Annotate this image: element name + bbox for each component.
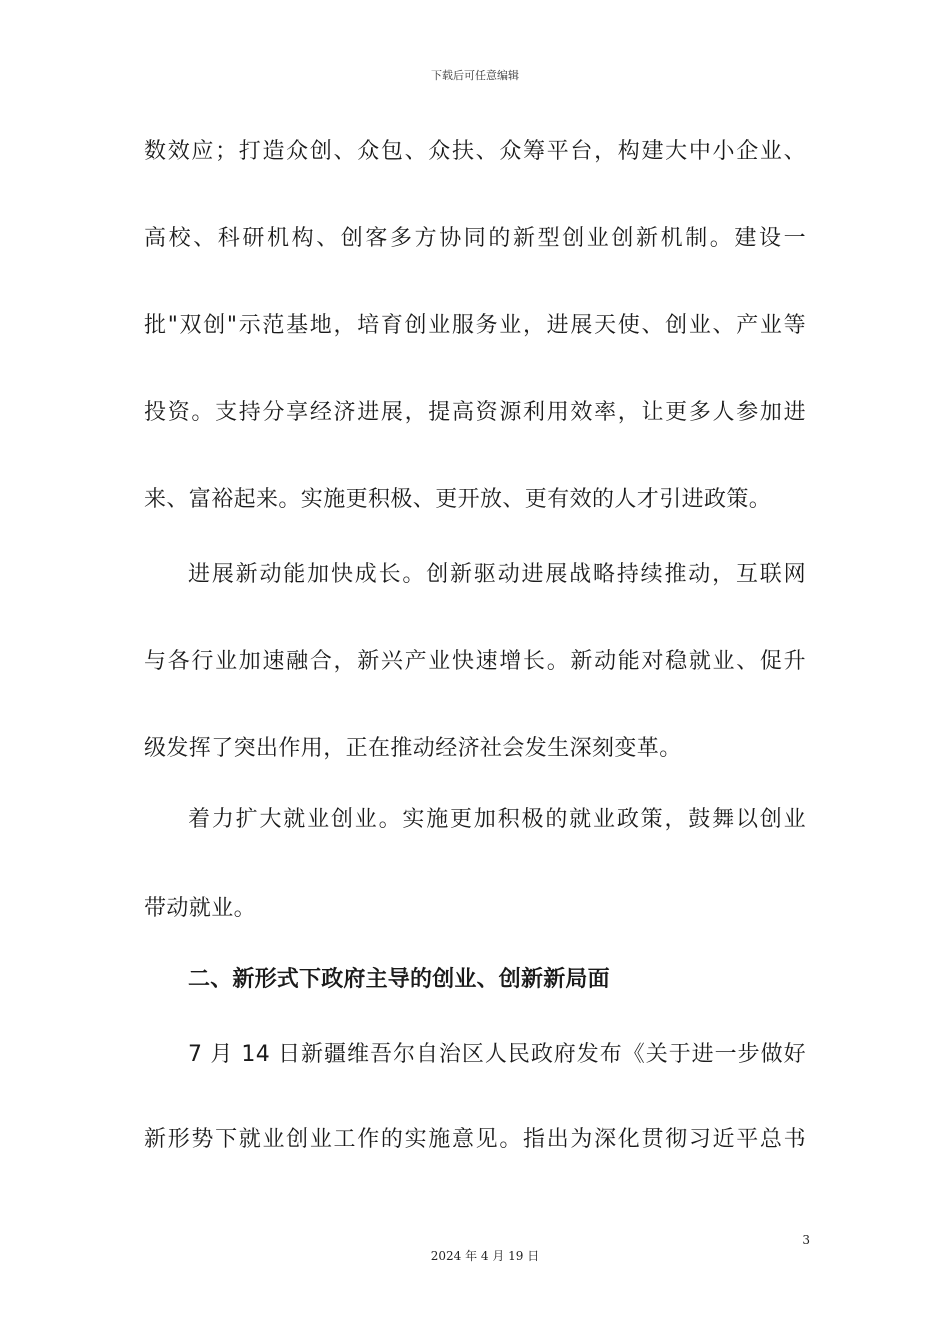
body-text-line: 带动就业。 [144,896,257,921]
body-text-line: 高校、科研机构、创客多方协同的新型创业创新机制。建设一 [144,226,806,251]
section-heading: 二、新形式下政府主导的创业、创新新局面 [188,967,610,992]
page-header-note: 下载后可任意编辑 [431,69,519,82]
page-number: 3 [802,1233,810,1247]
body-text-line: 来、富裕起来。实施更积极、更开放、更有效的人才引进政策。 [144,487,772,512]
body-text-line: 投资。支持分享经济进展，提高资源利用效率，让更多人参加进 [144,400,806,425]
paragraph-first-line: 进展新动能加快成长。创新驱动进展战略持续推动，互联网 [188,562,806,587]
body-text-line: 数效应；打造众创、众包、众扶、众筹平台，构建大中小企业、 [144,139,806,164]
body-text-line: 级发挥了突出作用，正在推动经济社会发生深刻变革。 [144,736,682,761]
body-text-line: 新形势下就业创业工作的实施意见。指出为深化贯彻习近平总书 [144,1127,806,1152]
paragraph-first-line: 7 月 14 日新疆维吾尔自治区人民政府发布《关于进一步做好 [188,1042,806,1067]
body-text-line: 批"双创"示范基地，培育创业服务业，进展天使、创业、产业等 [144,313,806,338]
paragraph-first-line: 着力扩大就业创业。实施更加积极的就业政策，鼓舞以创业 [188,807,806,832]
footer-date: 2024 年 4 月 19 日 [430,1249,540,1263]
body-text-line: 与各行业加速融合，新兴产业快速增长。新动能对稳就业、促升 [144,649,806,674]
